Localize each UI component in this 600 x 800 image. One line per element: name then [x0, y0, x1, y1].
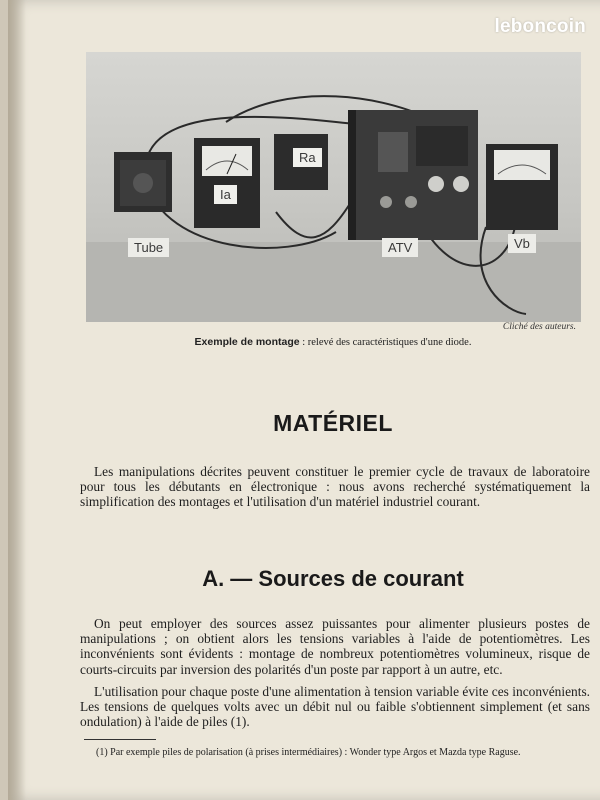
lab-setup-illustration [86, 52, 581, 322]
book-page [8, 0, 600, 800]
photo-caption [8, 336, 600, 348]
intro-paragraph: Les manipulations décrites peuvent constituer le premier cycle de travaux de laboratoire pour tous les débutants en électronique : nous avons recherché systématiquement la simplification des montages et l'utilisation d'un matériel industriel courant. [80, 464, 590, 510]
section-title: MATÉRIEL [273, 410, 393, 436]
photo-label-ra: Ra [293, 148, 322, 167]
caption-rest: : relevé des caractéristiques d'une diode. [299, 337, 472, 348]
photo-label-tube: Tube [128, 238, 169, 257]
photo-label-atv: ATV [382, 238, 418, 257]
footnote-rule [84, 739, 156, 740]
photo-label-vb: Vb [508, 234, 536, 253]
caption-bold: Exemple de montage [194, 336, 300, 348]
body-paragraph-2: L'utilisation pour chaque poste d'une alimentation à tension variable évite ces inconvénients. Les tensions de quelques volts avec un débit nul ou faible s'obtiennent simplement (et sans ondulation) à l'aide de piles (1). [80, 684, 590, 730]
leboncoin-watermark: leboncoin [494, 16, 586, 37]
photo-label-ia: Ia [214, 185, 237, 204]
footnote: (1) Par exemple piles de polarisation (à prises intermédiaires) : Wonder type Argos et Mazda type Raguse. [96, 747, 521, 758]
photo-credit: Cliché des auteurs. [502, 322, 576, 332]
lab-setup-photo [86, 52, 581, 322]
subsection-title: A. — Sources de courant [202, 566, 464, 591]
page-gutter-shadow [8, 0, 26, 800]
body-paragraph-1: On peut employer des sources assez puissantes pour alimenter plusieurs postes de manipulations ; on obtient alors les tensions variables à l'aide de potentiomètres. Les inconvénients sont évidents : montage de nombreux potentiomètres volumineux, risque de courts-circuits par inversion des polarités d'un poste par rapport à un autre, etc. [80, 616, 590, 677]
